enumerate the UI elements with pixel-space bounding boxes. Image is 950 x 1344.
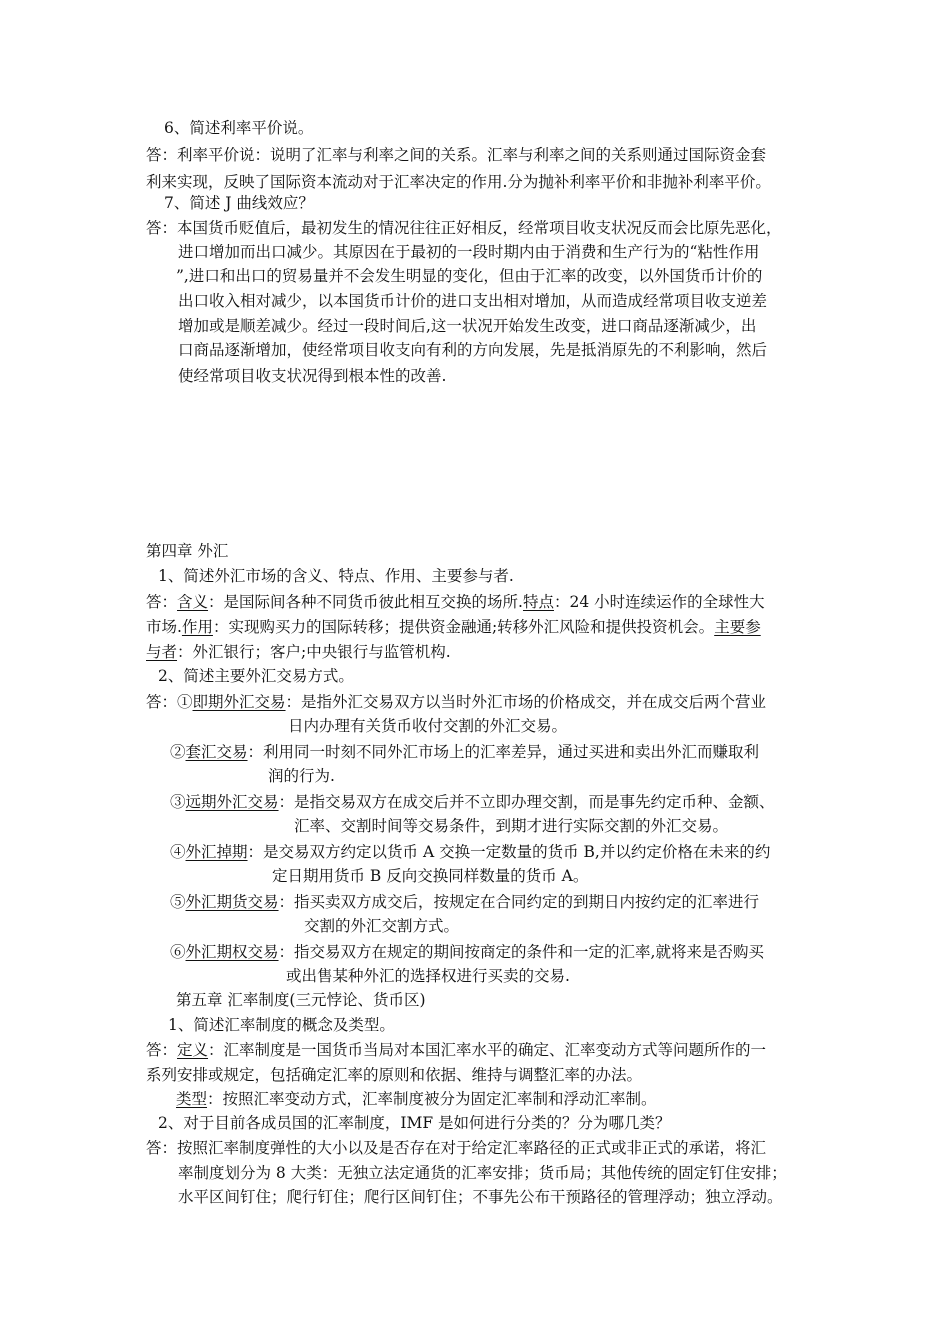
answer-prefix: 答：	[146, 1041, 178, 1059]
item-text: ：指买卖双方成交后，按规定在合同约定的到期日内按约定的汇率进行	[278, 893, 760, 911]
item-term: 外汇期权交易	[185, 943, 279, 961]
ch4-q2-item-cont: 交割的外汇交割方式。	[304, 917, 460, 935]
ch4-q2-item-cont: 日内办理有关货币收付交割的外汇交易。	[288, 717, 568, 735]
item-text: ：是指交易双方在成交后并不立即办理交割，而是事先约定币种、金额、	[278, 793, 775, 811]
item-prefix: ③	[170, 793, 186, 811]
term-definition: 定义	[177, 1041, 209, 1059]
ch4-q1-answer-line	[146, 642, 451, 662]
ch4-q2-question: 2、简述主要外汇交易方式。	[158, 667, 354, 685]
ch4-q2-item	[170, 942, 764, 962]
ch5-q1-question: 1、简述汇率制度的概念及类型。	[168, 1016, 395, 1034]
ch4-q2-item	[170, 842, 770, 862]
answer-text: ：24 小时连续运作的全球性大	[553, 593, 765, 611]
item-term: 即期外汇交易	[192, 693, 286, 711]
item-text: ：是指外汇交易双方以当时外汇市场的价格成交，并在成交后两个营业	[285, 693, 767, 711]
answer-prefix: 答：	[146, 593, 178, 611]
term-participants: 主要参	[714, 618, 761, 636]
item-prefix: 答：①	[146, 693, 193, 711]
ch5-q2-question: 2、对于目前各成员国的汇率制度，IMF 是如何进行分类的？分为哪几类？	[158, 1114, 671, 1132]
chapter5-title: 第五章 汇率制度(三元悖论、货币区)	[176, 991, 426, 1009]
term-types: 类型	[176, 1090, 208, 1108]
q6-question: 6、简述利率平价说。	[164, 119, 314, 137]
item-prefix: ④	[170, 843, 186, 861]
ch5-q2-answer-line: 率制度划分为 8 大类：无独立法定通货的汇率安排；货币局；其他传统的固定钉住安排；	[178, 1164, 787, 1182]
item-term: 外汇期货交易	[185, 893, 279, 911]
item-prefix: ⑥	[170, 943, 186, 961]
ch5-q2-answer-line: 答：按照汇率制度弹性的大小以及是否存在对于给定汇率路径的正式或非正式的承诺，将汇	[146, 1139, 767, 1157]
ch4-q2-item	[170, 792, 775, 812]
item-text: ：指交易双方在规定的期间按商定的条件和一定的汇率,就将来是否购买	[278, 943, 764, 961]
ch5-q1-answer-line	[176, 1089, 657, 1109]
q6-answer-line: 答：利率平价说：说明了汇率与利率之间的关系。汇率与利率之间的关系则通过国际资金套	[146, 146, 767, 164]
item-text: ：是交易双方约定以货币 A 交换一定数量的货币 B,并以约定价格在未来的约	[247, 843, 771, 861]
ch5-q1-answer-line	[146, 1040, 766, 1060]
q7-answer-line: ”,进口和出口的贸易量并不会发生明显的变化，但由于汇率的改变，以外国货币计价的	[176, 267, 763, 285]
ch4-q2-item-cont: 定日期用货币 B 反向交换同样数量的货币 A。	[272, 867, 589, 885]
answer-text: ：实现购买力的国际转移；提供资金融通;转移外汇风险和提供投资机会。	[212, 618, 715, 636]
answer-text: ：外汇银行；客户;中央银行与监管机构.	[177, 643, 451, 661]
item-text: ：利用同一时刻不同外汇市场上的汇率差异，通过买进和卖出外汇而赚取利	[247, 743, 760, 761]
item-term: 远期外汇交易	[185, 793, 279, 811]
q7-answer-line: 出口收入相对减少，以本国货币计价的进口支出相对增加，从而造成经常项目收支逆差	[178, 292, 768, 310]
ch4-q2-item-cont: 汇率、交割时间等交易条件，到期才进行实际交割的外汇交易。	[294, 817, 729, 835]
q7-answer-line: 答：本国货币贬值后，最初发生的情况往往正好相反，经常项目收支状况反而会比原先恶化，	[146, 219, 782, 237]
chapter4-title: 第四章 外汇	[146, 542, 229, 560]
q7-answer-line: 使经常项目收支状况得到根本性的改善.	[178, 367, 447, 385]
q7-answer-line: 增加或是顺差减少。经过一段时间后,这一状况开始发生改变，进口商品逐渐减少，出	[178, 317, 757, 335]
term-meaning: 含义	[177, 593, 209, 611]
term-features: 特点	[522, 593, 554, 611]
ch4-q1-answer-line	[146, 592, 765, 612]
item-prefix: ②	[170, 743, 186, 761]
ch4-q2-item-cont: 润的行为.	[268, 767, 335, 785]
ch5-q2-answer-line: 水平区间钉住；爬行钉住；爬行区间钉住；不事先公布干预路径的管理浮动；独立浮动。	[178, 1188, 783, 1206]
item-prefix: ⑤	[170, 893, 186, 911]
ch4-q2-item	[146, 692, 766, 712]
item-term: 套汇交易	[185, 743, 248, 761]
ch4-q1-answer-line	[146, 617, 761, 637]
ch4-q2-item	[170, 892, 759, 912]
item-term: 外汇掉期	[185, 843, 248, 861]
term-participants: 与者	[146, 643, 178, 661]
answer-text: ：汇率制度是一国货币当局对本国汇率水平的确定、汇率变动方式等问题所作的一	[208, 1041, 767, 1059]
q7-question: 7、简述 J 曲线效应？	[164, 194, 314, 212]
answer-text: ：按照汇率变动方式，汇率制度被分为固定汇率制和浮动汇率制。	[207, 1090, 657, 1108]
q7-answer-line: 口商品逐渐增加，使经常项目收支向有利的方向发展，先是抵消原先的不利影响，然后	[178, 341, 768, 359]
term-function: 作用	[181, 618, 213, 636]
ch4-q1-question: 1、简述外汇市场的含义、特点、作用、主要参与者.	[158, 567, 514, 585]
q6-answer-line: 利来实现，反映了国际资本流动对于汇率决定的作用.分为抛补利率平价和非抛补利率平价。	[146, 173, 771, 191]
ch5-q1-answer-line: 系列安排或规定，包括确定汇率的原则和依据、维持与调整汇率的办法。	[146, 1066, 643, 1084]
answer-text: 市场.	[146, 618, 182, 636]
q7-answer-line: 进口增加而出口减少。其原因在于最初的一段时期内由于消费和生产行为的“粘性作用	[178, 243, 760, 261]
ch4-q2-item-cont: 或出售某种外汇的选择权进行买卖的交易.	[286, 967, 570, 985]
answer-text: ：是国际间各种不同货币彼此相互交换的场所.	[208, 593, 523, 611]
ch4-q2-item	[170, 742, 759, 762]
